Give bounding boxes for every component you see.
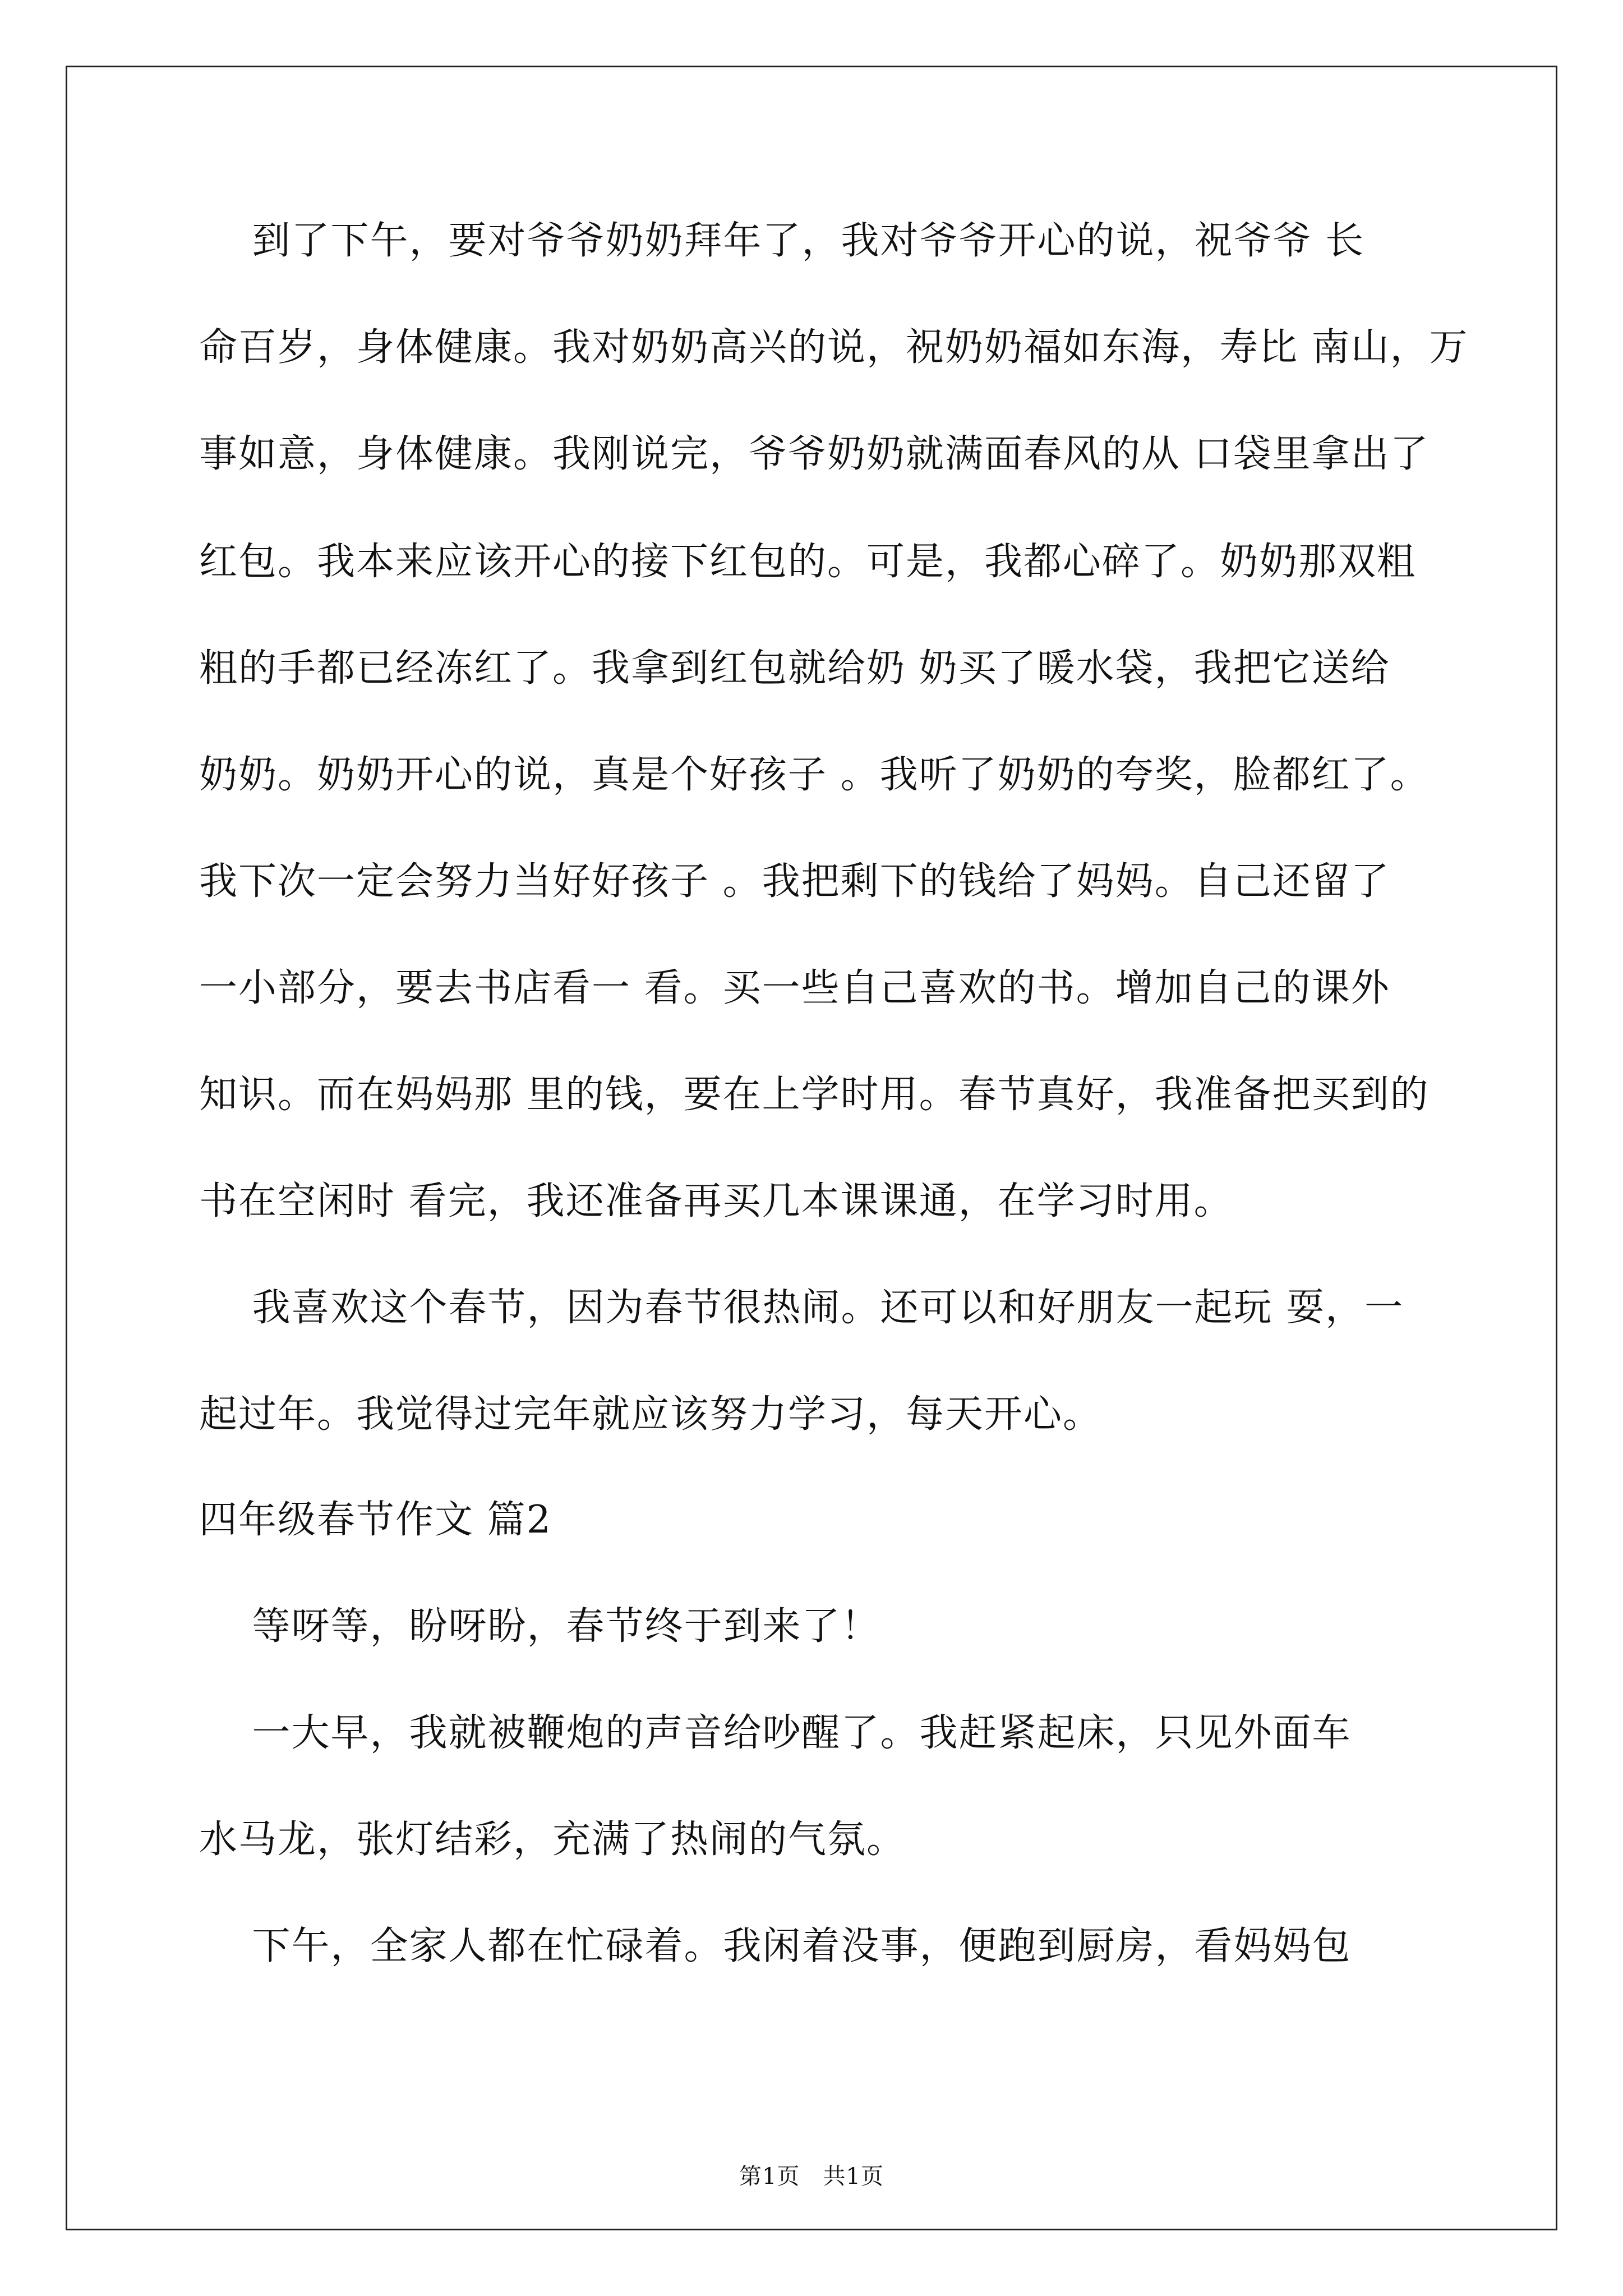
text-line: 水马龙，张灯结彩，充满了热闹的气氛。 xyxy=(199,1818,906,1862)
text-line: 一大早，我就被鞭炮的声音给吵醒了。我赶紧起床，只见外面车 xyxy=(199,1711,1352,1755)
text-line: 等呀等，盼呀盼，春节终于到来了！ xyxy=(199,1604,880,1649)
text-line: 下午，全家人都在忙碌着。我闲着没事，便跑到厨房，看妈妈包 xyxy=(199,1924,1352,1968)
text-line: 一小部分，要去书店看一 看。买一些自己喜欢的书。增加自己的课外 xyxy=(199,966,1390,1010)
text-line: 我下次一定会努力当好好孩子 。我把剩下的钱给了妈妈。自己还留了 xyxy=(199,859,1390,904)
text-line: 奶奶。奶奶开心的说，真是个好孩子 。我听了奶奶的夸奖，脸都红了。 xyxy=(199,753,1430,797)
page-border xyxy=(66,66,1557,2230)
page-footer: 第1页 共1页 xyxy=(739,2164,884,2189)
text-line: 书在空闲时 看完，我还准备再买几本课课通，在学习时用。 xyxy=(199,1179,1233,1223)
text-line: 到了下午，要对爷爷奶奶拜年了，我对爷爷开心的说，祝爷爷 长 xyxy=(199,219,1365,263)
text-line: 我喜欢这个春节，因为春节很热闹。还可以和好朋友一起玩 耍，一 xyxy=(199,1286,1404,1330)
text-line: 知识。而在妈妈那 里的钱，要在上学时用。春节真好，我准备把买到的 xyxy=(199,1073,1430,1117)
text-line: 命百岁，身体健康。我对奶奶高兴的说，祝奶奶福如东海，寿比 南山，万 xyxy=(199,325,1469,370)
text-line: 起过年。我觉得过完年就应该努力学习，每天开心。 xyxy=(199,1392,1103,1437)
text-line: 红包。我本来应该开心的接下红包的。可是，我都心碎了。奶奶那双粗 xyxy=(199,540,1417,584)
text-line: 事如意，身体健康。我刚说完，爷爷奶奶就满面春风的从 口袋里拿出了 xyxy=(199,432,1430,476)
section-heading: 四年级春节作文 篇2 xyxy=(199,1498,552,1542)
text-line: 粗的手都已经冻红了。我拿到红包就给奶 奶买了暖水袋，我把它送给 xyxy=(199,646,1390,691)
